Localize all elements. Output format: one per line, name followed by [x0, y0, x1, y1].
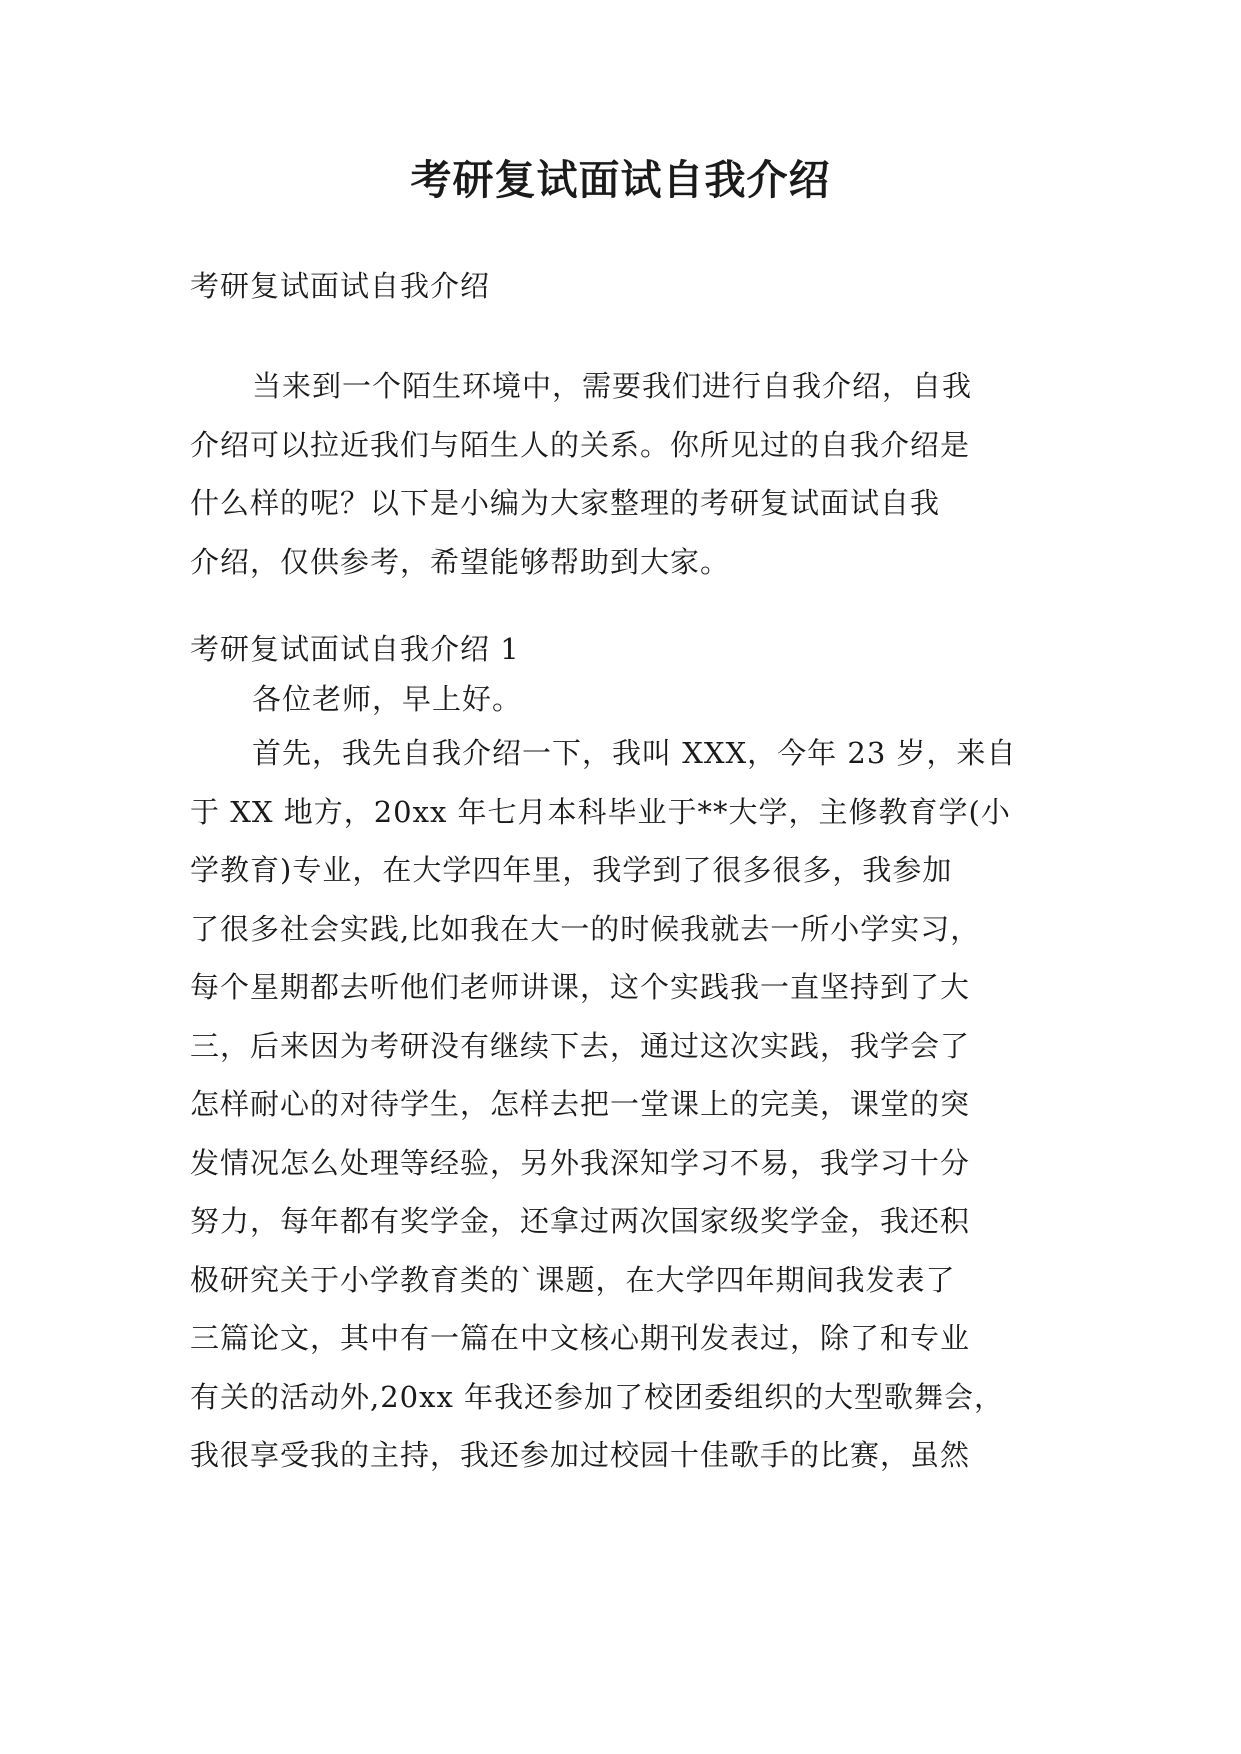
body-line: 怎样耐心的对待学生，怎样去把一堂课上的完美，课堂的突 — [190, 1087, 971, 1121]
body-line: 努力，每年都有奖学金，还拿过两次国家级奖学金，我还积 — [190, 1204, 971, 1238]
document-subtitle: 考研复试面试自我介绍 — [190, 269, 491, 303]
intro-line: 介绍，仅供参考，希望能够帮助到大家。 — [190, 544, 731, 579]
body-line: 学教育)专业，在大学四年里，我学到了很多很多，我参加 — [190, 853, 953, 887]
intro-line: 介绍可以拉近我们与陌生人的关系。你所见过的自我介绍是 — [190, 427, 971, 462]
body-paragraph — [190, 724, 1055, 1485]
body-line: 有关的活动外,20xx 年我还参加了校团委组织的大型歌舞会， — [190, 1379, 1005, 1414]
body-line: 每个星期都去听他们老师讲课，这个实践我一直坚持到了大 — [190, 970, 971, 1004]
greeting-line: 各位老师，早上好。 — [252, 682, 523, 716]
body-line: 于 XX 地方，20xx 年七月本科毕业于**大学，主修教育学(小 — [190, 794, 1011, 829]
body-line: 发情况怎么处理等经验，另外我深知学习不易，我学习十分 — [190, 1145, 971, 1180]
body-line: 首先，我先自我介绍一下，我叫 XXX，今年 23 岁，来自 — [252, 736, 1017, 770]
body-line: 了很多社会实践,比如我在大一的时候我就去一所小学实习， — [190, 911, 981, 946]
body-line: 极研究关于小学教育类的`课题，在大学四年期间我发表了 — [190, 1262, 956, 1297]
body-line: 三，后来因为考研没有继续下去，通过这次实践，我学会了 — [190, 1028, 971, 1063]
body-line: 我很享受我的主持，我还参加过校园十佳歌手的比赛，虽然 — [190, 1438, 971, 1472]
section-heading: 考研复试面试自我介绍 1 — [190, 632, 520, 666]
intro-paragraph — [190, 357, 1055, 591]
document-title: 考研复试面试自我介绍 — [410, 156, 831, 204]
body-line: 三篇论文，其中有一篇在中文核心期刊发表过，除了和专业 — [190, 1321, 971, 1355]
intro-line: 什么样的呢？以下是小编为大家整理的考研复试面试自我 — [190, 486, 941, 520]
intro-line: 当来到一个陌生环境中，需要我们进行自我介绍，自我 — [252, 369, 973, 403]
